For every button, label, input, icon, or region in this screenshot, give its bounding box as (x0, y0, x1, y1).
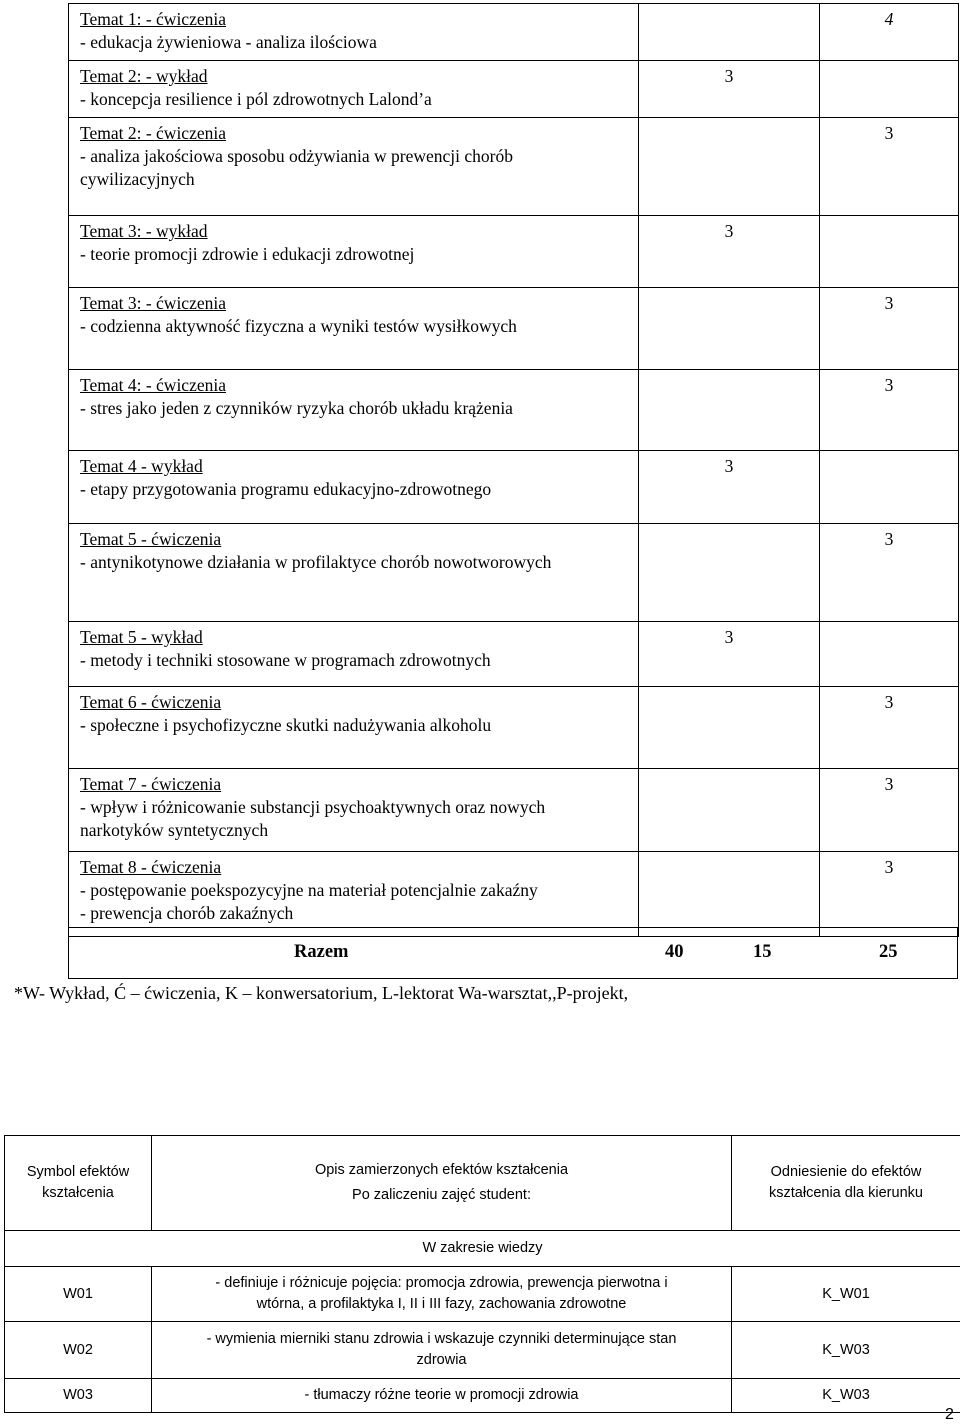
topic-description: - koncepcja resilience i pól zdrowotnych Lalond’a (80, 89, 432, 109)
topic-title: Temat 7 - ćwiczenia (80, 774, 222, 794)
outcomes-header-row (5, 1136, 960, 1231)
topic-row (69, 216, 959, 288)
topic-title: Temat 5 - wykład (80, 627, 203, 647)
topic-row (69, 622, 959, 687)
lecture-hours (639, 852, 820, 937)
topic-cell (69, 524, 639, 622)
exercise-hours: 4 (820, 4, 959, 61)
topic-description: - wpływ i różnicowanie substancji psychoaktywnych oraz nowych narkotyków syntetycznych (80, 797, 546, 840)
topic-cell (69, 852, 639, 937)
summary-exercises: 25 (879, 942, 898, 962)
outcome-reference: K_W01 (732, 1267, 960, 1322)
exercise-hours: 3 (820, 524, 959, 622)
exercise-hours (820, 216, 959, 288)
topic-title: Temat 6 - ćwiczenia (80, 692, 222, 712)
lecture-hours: 3 (639, 61, 820, 118)
outcome-symbol: W02 (5, 1322, 152, 1379)
summary-total: 40 (665, 942, 684, 962)
outcome-reference: K_W03 (732, 1322, 960, 1379)
topic-row (69, 687, 959, 769)
topic-title: Temat 3: - ćwiczenia (80, 293, 226, 313)
exercise-hours: 3 (820, 769, 959, 852)
lecture-hours (639, 288, 820, 370)
abbreviation-footnote: *W- Wykład, Ć – ćwiczenia, K – konwersatorium, L-lektorat Wa-warsztat,,P-projekt, (14, 983, 629, 1003)
topic-cell (69, 622, 639, 687)
topic-description: - metody i techniki stosowane w programach zdrowotnych (80, 650, 491, 670)
exercise-hours: 3 (820, 288, 959, 370)
topic-row (69, 4, 959, 61)
topic-row (69, 288, 959, 370)
lecture-hours (639, 687, 820, 769)
header-description-title: Opis zamierzonych efektów kształcenia (314, 1162, 569, 1178)
lecture-hours (639, 118, 820, 216)
header-symbol: Symbol efektów kształcenia (5, 1136, 152, 1231)
section-knowledge: W zakresie wiedzy (5, 1231, 960, 1267)
outcome-row (5, 1379, 960, 1413)
topic-description: - edukacja żywieniowa - analiza ilościowa (80, 32, 377, 52)
topic-title: Temat 5 - ćwiczenia (80, 529, 222, 549)
exercise-hours: 3 (820, 687, 959, 769)
header-description-subtitle: Po zaliczeniu zajęć student: (352, 1187, 531, 1203)
outcome-row (5, 1322, 960, 1379)
topic-row (69, 769, 959, 852)
topic-row (69, 852, 959, 937)
topic-row (69, 451, 959, 524)
topic-description: - teorie promocji zdrowie i edukacji zdrowotnej (80, 244, 415, 264)
topic-title: Temat 8 - ćwiczenia (80, 857, 222, 877)
topic-title: Temat 2: - wykład (80, 66, 208, 86)
lecture-hours: 3 (639, 622, 820, 687)
topic-title: Temat 3: - wykład (80, 221, 208, 241)
topic-cell (69, 370, 639, 451)
topic-cell (69, 118, 639, 216)
topic-cell (69, 769, 639, 852)
lecture-hours: 3 (639, 451, 820, 524)
exercise-hours (820, 451, 959, 524)
exercise-hours (820, 61, 959, 118)
outcome-row (5, 1267, 960, 1322)
exercise-hours: 3 (820, 118, 959, 216)
topic-row (69, 524, 959, 622)
topic-description: - stres jako jeden z czynników ryzyka chorób układu krążenia (80, 398, 513, 418)
exercise-hours: 3 (820, 852, 959, 937)
outcomes-section-row (5, 1231, 960, 1267)
outcome-symbol: W03 (5, 1379, 152, 1413)
topics-table (68, 3, 959, 937)
topic-cell (69, 216, 639, 288)
topic-title: Temat 4: - ćwiczenia (80, 375, 226, 395)
header-reference: Odniesienie do efektów kształcenia dla kierunku (732, 1136, 960, 1231)
learning-outcomes-table (4, 1135, 960, 1413)
topic-description: - postępowanie poekspozycyjne na materiał potencjalnie zakaźny (80, 880, 538, 900)
page-number: 2 (945, 1406, 954, 1423)
lecture-hours (639, 4, 820, 61)
outcome-description: - definiuje i różnicuje pojęcia: promocja zdrowia, prewencja pierwotna i wtórna, a profilaktyka I, II i III fazy, zachowania zdrowotne (152, 1267, 732, 1322)
topic-cell (69, 687, 639, 769)
summary-label: Razem (294, 942, 349, 962)
topic-description: - antynikotynowe działania w profilaktyce chorób nowotworowych (80, 552, 552, 572)
outcome-description: - tłumaczy różne teorie w promocji zdrowia (152, 1379, 732, 1413)
outcome-symbol: W01 (5, 1267, 152, 1322)
topic-row (69, 118, 959, 216)
topic-title: Temat 2: - ćwiczenia (80, 123, 226, 143)
outcome-description: - wymienia mierniki stanu zdrowia i wskazuje czynniki determinujące stan zdrowia (152, 1322, 732, 1379)
topic-row (69, 61, 959, 118)
topic-description: - analiza jakościowa sposobu odżywiania w prewencji chorób cywilizacyjnych (80, 146, 513, 189)
lecture-hours (639, 769, 820, 852)
summary-row (68, 927, 958, 979)
topic-cell (69, 61, 639, 118)
lecture-hours (639, 524, 820, 622)
topic-title: Temat 4 - wykład (80, 456, 203, 476)
summary-lecture: 15 (753, 942, 772, 962)
topic-description: - społeczne i psychofizyczne skutki nadużywania alkoholu (80, 715, 492, 735)
topic-description: - prewencja chorób zakaźnych (80, 903, 294, 923)
outcome-reference: K_W03 (732, 1379, 960, 1413)
lecture-hours (639, 370, 820, 451)
topic-cell (69, 451, 639, 524)
exercise-hours: 3 (820, 370, 959, 451)
topic-cell (69, 288, 639, 370)
topic-cell (69, 4, 639, 61)
topic-description: - codzienna aktywność fizyczna a wyniki testów wysiłkowych (80, 316, 517, 336)
lecture-hours: 3 (639, 216, 820, 288)
header-description (152, 1136, 732, 1231)
topic-description: - etapy przygotowania programu edukacyjno-zdrowotnego (80, 479, 492, 499)
topic-title: Temat 1: - ćwiczenia (80, 9, 226, 29)
exercise-hours (820, 622, 959, 687)
topic-row (69, 370, 959, 451)
